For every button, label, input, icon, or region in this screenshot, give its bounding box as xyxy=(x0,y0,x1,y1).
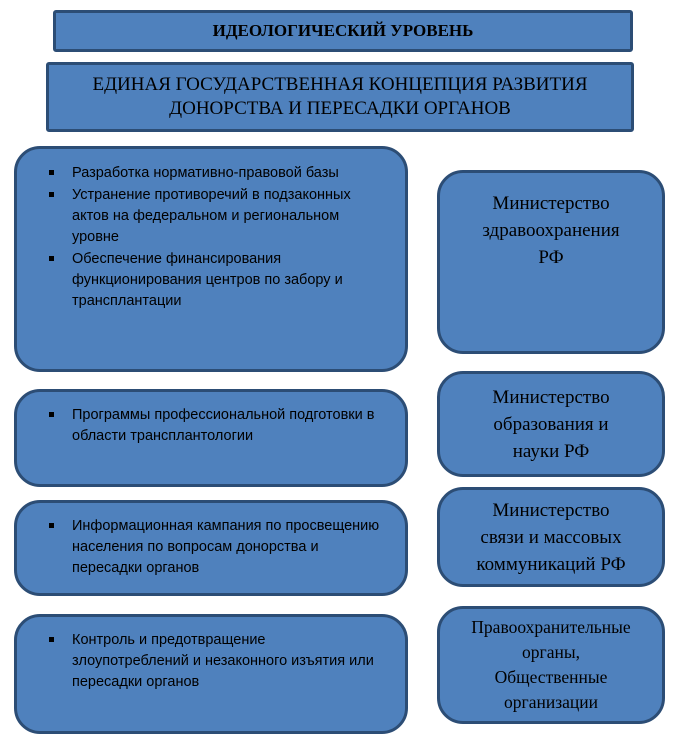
professional-training-box xyxy=(14,389,408,487)
ministry-of-health-label xyxy=(482,190,619,271)
list-item: Разработка нормативно-правовой базы xyxy=(47,163,385,184)
ministry-of-health-box xyxy=(437,170,665,354)
list-item: Контроль и предотвращение злоупотреблений и незаконного изъятия или пересадки органов xyxy=(47,630,385,693)
label-line: коммуникаций РФ xyxy=(476,553,626,575)
label-line: Министерство xyxy=(492,386,610,408)
information-campaign-box xyxy=(14,500,408,596)
concept-title-line-1: ЕДИНАЯ ГОСУДАРСТВЕННАЯ КОНЦЕПЦИЯ РАЗВИТИЯ xyxy=(92,74,588,95)
label-line: Общественные xyxy=(494,667,608,687)
label-line: Министерство xyxy=(492,499,610,521)
label-line: Правоохранительные xyxy=(471,617,631,637)
concept-title xyxy=(92,73,587,121)
header-title: ИДЕОЛОГИЧЕСКИЙ УРОВЕНЬ xyxy=(212,21,474,40)
ministry-of-communications-label xyxy=(476,497,625,578)
label-line: РФ xyxy=(538,247,564,268)
law-enforcement-label xyxy=(471,615,630,715)
label-line: образования и xyxy=(493,413,609,435)
unified-state-concept-box xyxy=(46,62,634,132)
label-line: здравоохранения xyxy=(482,220,620,241)
list-item: Информационная кампания по просвещению населения по вопросам донорства и пересадки органов xyxy=(47,516,385,579)
bullet-list xyxy=(47,163,385,312)
abuse-prevention-box xyxy=(14,614,408,734)
ministry-of-communications-box xyxy=(437,487,665,587)
concept-title-line-2: ДОНОРСТВА И ПЕРЕСАДКИ ОРГАНОВ xyxy=(169,98,511,119)
label-line: науки РФ xyxy=(512,440,590,462)
ministry-of-education-box xyxy=(437,371,665,477)
label-line: Министерство xyxy=(492,193,610,214)
bullet-list xyxy=(47,516,385,579)
list-item: Обеспечение финансирования функционирования центров по забору и трансплантации xyxy=(47,249,385,312)
law-enforcement-public-orgs-box xyxy=(437,606,665,724)
label-line: связи и массовых xyxy=(480,526,622,548)
label-line: организации xyxy=(504,692,598,712)
ministry-of-education-label xyxy=(492,384,609,465)
bullet-list xyxy=(47,630,385,693)
list-item: Программы профессиональной подготовки в области трансплантологии xyxy=(47,405,385,447)
legal-framework-box xyxy=(14,146,408,372)
ideological-level-header xyxy=(53,10,633,52)
bullet-list xyxy=(47,405,385,447)
list-item: Устранение противоречий в подзаконных актов на федеральном и региональном уровне xyxy=(47,185,385,248)
label-line: органы, xyxy=(522,642,580,662)
